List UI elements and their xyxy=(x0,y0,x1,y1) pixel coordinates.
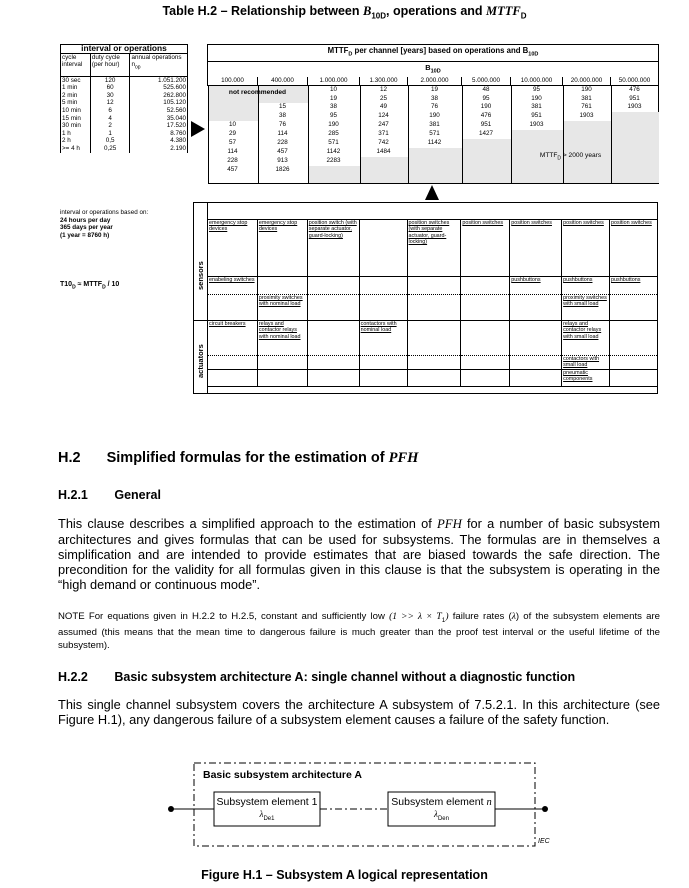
mttf-value: 381 xyxy=(531,103,542,111)
table-cell: 525.600 xyxy=(130,84,188,92)
paragraph-general: This clause describes a simplified approach to the estimation of PFH for a number of basic subsystem architectures and gives formulas that can be used for subsystems. The formulas are in themselves a simplification and are intended to provide estimates that are biased towards the safe direction. The precondition for the validity for all formulas given in this clause is that the subsystem is operating in the “high demand or continuous mode”. xyxy=(58,516,661,592)
t10-formula: $T10_D$ ≈ $MTTF_D / 10$ xyxy=(60,281,120,291)
table-cell: 4 xyxy=(90,115,130,123)
mttf-value: 1484 xyxy=(376,147,391,155)
mttf-value: 114 xyxy=(277,130,288,138)
device-cell: pushbuttons xyxy=(562,277,610,295)
table-cell: 1 xyxy=(90,130,130,138)
mttf-over-2000-label: $MTTF_D > 2000$ years xyxy=(539,151,602,161)
mttf-value: 571 xyxy=(429,130,440,138)
mttf-value: 57 xyxy=(228,139,236,146)
mttf-value: 76 xyxy=(278,121,286,129)
mttf-value: 12 xyxy=(379,85,387,93)
device-row xyxy=(208,369,658,386)
device-cell xyxy=(407,356,461,370)
table-cell: 15 min xyxy=(61,115,91,123)
table-cell: 262.800 xyxy=(130,92,188,100)
device-cell: position switches xyxy=(461,220,510,277)
table-cell: 2 h xyxy=(61,137,91,145)
mttf-value: 19 xyxy=(430,85,438,93)
table-cell: 120 xyxy=(90,76,130,84)
column-header: 1.000.000 xyxy=(308,77,360,85)
table-cell: 30 xyxy=(90,92,130,100)
mttf-value: 742 xyxy=(378,139,389,146)
mttf-value: 95 xyxy=(482,94,490,102)
device-row xyxy=(208,321,658,356)
mttf-value: 951 xyxy=(629,94,640,102)
table-row xyxy=(61,115,188,123)
device-grid xyxy=(207,219,658,387)
device-cell: contactors with small load xyxy=(562,356,610,370)
mttf-value: 1142 xyxy=(326,147,341,155)
mttf-value: 1903 xyxy=(579,112,594,120)
table-title: Table H.2 – Relationship between $B_{10D}$, operations and $MTTF_D$ xyxy=(162,4,527,21)
mttf-value: 114 xyxy=(227,147,238,155)
table-cell: 10 min xyxy=(61,107,91,115)
table-cell: 52.560 xyxy=(130,107,188,115)
device-cell xyxy=(610,356,658,370)
device-row xyxy=(208,277,658,295)
table-cell: 2.190 xyxy=(130,145,188,153)
mttf-value: 15 xyxy=(278,103,286,111)
mttf-value: 1903 xyxy=(627,103,642,111)
b10d-label: $B_{10D}$ xyxy=(208,61,659,77)
table-cell: 30 sec xyxy=(61,76,91,84)
arrow-right-icon xyxy=(190,120,206,138)
table-row xyxy=(61,92,188,100)
device-cell xyxy=(610,295,658,321)
mttf-value: 476 xyxy=(629,85,640,93)
mttf-value: 29 xyxy=(228,130,236,138)
device-cell: proximity switches with nominal load xyxy=(257,295,307,321)
sensors-label: sensors xyxy=(196,261,205,290)
table-row xyxy=(61,99,188,107)
mttf-value: 190 xyxy=(531,94,542,102)
column-header: 5.000.000 xyxy=(462,77,511,85)
device-cell: pushbuttons xyxy=(510,277,562,295)
device-cell xyxy=(208,369,258,386)
device-cell: emergency stop devices xyxy=(208,220,258,277)
table-row xyxy=(61,145,188,153)
device-cell: position switch (with separate actuator, guard-locking) xyxy=(307,220,359,277)
table-cell: 35.040 xyxy=(130,115,188,123)
device-cell: relays and contactor relays with nominal load xyxy=(257,321,307,356)
device-cell xyxy=(407,295,461,321)
device-cell xyxy=(610,369,658,386)
mttf-value: 49 xyxy=(379,103,387,111)
device-cell: position switches xyxy=(510,220,562,277)
mttf-value: 228 xyxy=(227,156,238,164)
device-cell xyxy=(461,369,510,386)
device-cell xyxy=(359,369,407,386)
table-cell: 0,25 xyxy=(90,145,130,153)
mttf-value: 95 xyxy=(532,85,540,93)
mttf-value: 1427 xyxy=(478,130,493,138)
device-cell: relays and contactor relays with small load xyxy=(562,321,610,356)
device-cell xyxy=(407,369,461,386)
device-cell xyxy=(208,295,258,321)
mttf-value: 25 xyxy=(379,94,387,102)
table-cell: 5 min xyxy=(61,99,91,107)
table-row xyxy=(61,107,188,115)
device-cell xyxy=(407,321,461,356)
device-cell: position switches xyxy=(562,220,610,277)
device-cell: pneumatic components xyxy=(562,369,610,386)
mttf-value: 190 xyxy=(328,121,339,129)
mttf-value: 247 xyxy=(378,121,389,129)
device-cell: emergency stop devices xyxy=(257,220,307,277)
table-cell: 17.520 xyxy=(130,122,188,130)
mttf-value: 371 xyxy=(378,130,389,138)
device-cell xyxy=(307,369,359,386)
mttf-value: 10 xyxy=(329,85,337,93)
mttf-value: 38 xyxy=(278,112,286,120)
column-header: 1.300.000 xyxy=(360,77,408,85)
mttf-value: 190 xyxy=(429,112,440,120)
mttf-value: 190 xyxy=(480,103,492,111)
table-cell: 1 min xyxy=(61,84,91,92)
device-cell xyxy=(359,220,407,277)
column-header: 20.000.000 xyxy=(563,77,611,85)
diagram-box-title: Basic subsystem architecture A xyxy=(203,769,362,781)
device-cell: circuit breakers xyxy=(208,321,258,356)
device-cell xyxy=(461,277,510,295)
device-cell xyxy=(461,356,510,370)
column-header: 2.000.000 xyxy=(408,77,462,85)
device-cell xyxy=(510,356,562,370)
mttf-value: 913 xyxy=(277,156,288,164)
mttf-header: $MTTF_D$ per channel [years] based on operations and $B_{10D}$ xyxy=(208,45,659,62)
table-cell: 105.120 xyxy=(130,99,188,107)
mttf-value: 228 xyxy=(277,139,288,146)
table-cell: 30 min xyxy=(61,122,91,130)
mttf-value: 19 xyxy=(329,94,337,102)
table-cell: 1.051.200 xyxy=(130,76,188,84)
device-cell xyxy=(257,369,307,386)
mttf-value: 476 xyxy=(480,112,492,120)
device-cell xyxy=(359,356,407,370)
table-cell: 6 xyxy=(90,107,130,115)
mttf-value: 381 xyxy=(429,121,440,129)
column-header: 10.000.000 xyxy=(511,77,563,85)
section-h2-heading: H.2 Simplified formulas for the estimation of PFH xyxy=(58,450,419,466)
section-h21-heading: H.2.1 General xyxy=(58,488,161,502)
table-row xyxy=(61,76,188,84)
device-cell xyxy=(359,277,407,295)
device-cell xyxy=(359,295,407,321)
actuators-label: actuators xyxy=(196,344,205,378)
column-header: 50.000.000 xyxy=(611,77,659,85)
device-cell: proximity switches with small load xyxy=(562,295,610,321)
table-cell: 60 xyxy=(90,84,130,92)
mttf-value: 38 xyxy=(329,103,337,111)
mttf-value: 95 xyxy=(329,112,337,120)
subsystem-element-n: Subsystem element n $\lambda_{Den}$ xyxy=(391,796,492,822)
device-cell xyxy=(510,321,562,356)
device-cell xyxy=(510,369,562,386)
device-cell xyxy=(307,356,359,370)
table-row xyxy=(61,137,188,145)
device-cell: pushbuttons xyxy=(610,277,658,295)
device-row xyxy=(208,295,658,321)
arrow-up-icon xyxy=(424,184,440,201)
section-h22-heading: H.2.2 Basic subsystem architecture A: single channel without a diagnostic function xyxy=(58,670,576,684)
interval-table: interval or operations cycle interval duty cycle (per hour) annual operations $n_{op}$ 30 sec 120 1.051.200 1 min 60 525.600 2 min 30 262.800 5 min 12 105.120 10 min 6 52.560 15 min 4 35.040 30 min 2 17.520 1 h 1 8.760 2 h 0,5 4.380 >= 4 h 0,25 2.190 xyxy=(62,43,186,152)
device-cell xyxy=(257,277,307,295)
device-cell: position switches xyxy=(610,220,658,277)
mttf-value: 1142 xyxy=(427,139,442,146)
table-cell: 0,5 xyxy=(90,137,130,145)
device-cell xyxy=(307,321,359,356)
mttf-value: 38 xyxy=(430,94,438,102)
subsystem-element-1: Subsystem element 1 $\lambda_{De1}$ xyxy=(216,796,318,822)
iec-mark: IEC xyxy=(538,838,550,845)
device-cell xyxy=(461,295,510,321)
mttf-value: 1903 xyxy=(529,121,544,129)
column-header: 400.000 xyxy=(258,77,308,85)
device-row xyxy=(208,220,658,277)
device-cell xyxy=(510,295,562,321)
note-paragraph: NOTE For equations given in H.2.2 to H.2.5, constant and sufficiently low $(1 >> \lambda \times T_1)$ failure rates (λ) of the subsystem elements are assumed (this means that the mean time to dangerous failure is much greater than the proof test interval or the useful lifetime of the subsystem). xyxy=(58,611,660,651)
device-cell: position switches (with separate actuator, guard-locking) xyxy=(407,220,461,277)
mttf-value: 457 xyxy=(277,147,288,155)
device-cell xyxy=(307,277,359,295)
based-on-note: interval or operations based on: 24 hours per day 365 days per year (1 year = 8760 h) xyxy=(60,209,149,239)
mttf-value: 76 xyxy=(430,103,438,111)
figure-caption: Figure H.1 – Subsystem A logical representation xyxy=(201,868,488,882)
mttf-value: 124 xyxy=(378,112,389,120)
table-row xyxy=(61,84,188,92)
table-cell: 4.380 xyxy=(130,137,188,145)
mttf-value: 190 xyxy=(581,85,592,93)
device-cell xyxy=(257,356,307,370)
device-row xyxy=(208,356,658,370)
mttf-value: 2283 xyxy=(326,156,341,164)
mttf-value: 951 xyxy=(531,112,542,120)
mttf-value: 285 xyxy=(328,130,339,138)
mttf-value: 571 xyxy=(328,139,339,146)
mttf-value: 1826 xyxy=(275,165,290,173)
device-cell xyxy=(208,356,258,370)
mttf-value: 10 xyxy=(228,121,236,129)
table-cell: 2 xyxy=(90,122,130,130)
mttf-value: 457 xyxy=(227,165,238,173)
table-cell: 8.760 xyxy=(130,130,188,138)
paragraph-architecture-a: This single channel subsystem covers the architecture A subsystem of 7.5.2.1. In this architecture (see Figure H.1), any dangerous failure of a subsystem element causes a failure of the safety function. xyxy=(58,697,660,727)
table-row xyxy=(61,130,188,138)
table-cell: 1 h xyxy=(61,130,91,138)
device-cell xyxy=(610,321,658,356)
mttf-value: 48 xyxy=(482,85,490,93)
table-cell: 12 xyxy=(90,99,130,107)
mttf-table xyxy=(207,44,659,184)
column-header: 100.000 xyxy=(208,77,258,85)
mttf-value: 381 xyxy=(581,94,592,102)
mttf-value: 951 xyxy=(480,121,492,129)
table-cell: 2 min xyxy=(61,92,91,100)
device-cell xyxy=(461,321,510,356)
device-cell xyxy=(407,277,461,295)
device-cell: contactors with nominal load xyxy=(359,321,407,356)
device-cell xyxy=(307,295,359,321)
not-recommended-label: not recommended xyxy=(228,88,287,96)
table-cell: >= 4 h xyxy=(61,145,91,153)
table-row xyxy=(61,122,188,130)
mttf-value: 761 xyxy=(581,103,592,111)
device-cell: enabeling switches xyxy=(208,277,258,295)
